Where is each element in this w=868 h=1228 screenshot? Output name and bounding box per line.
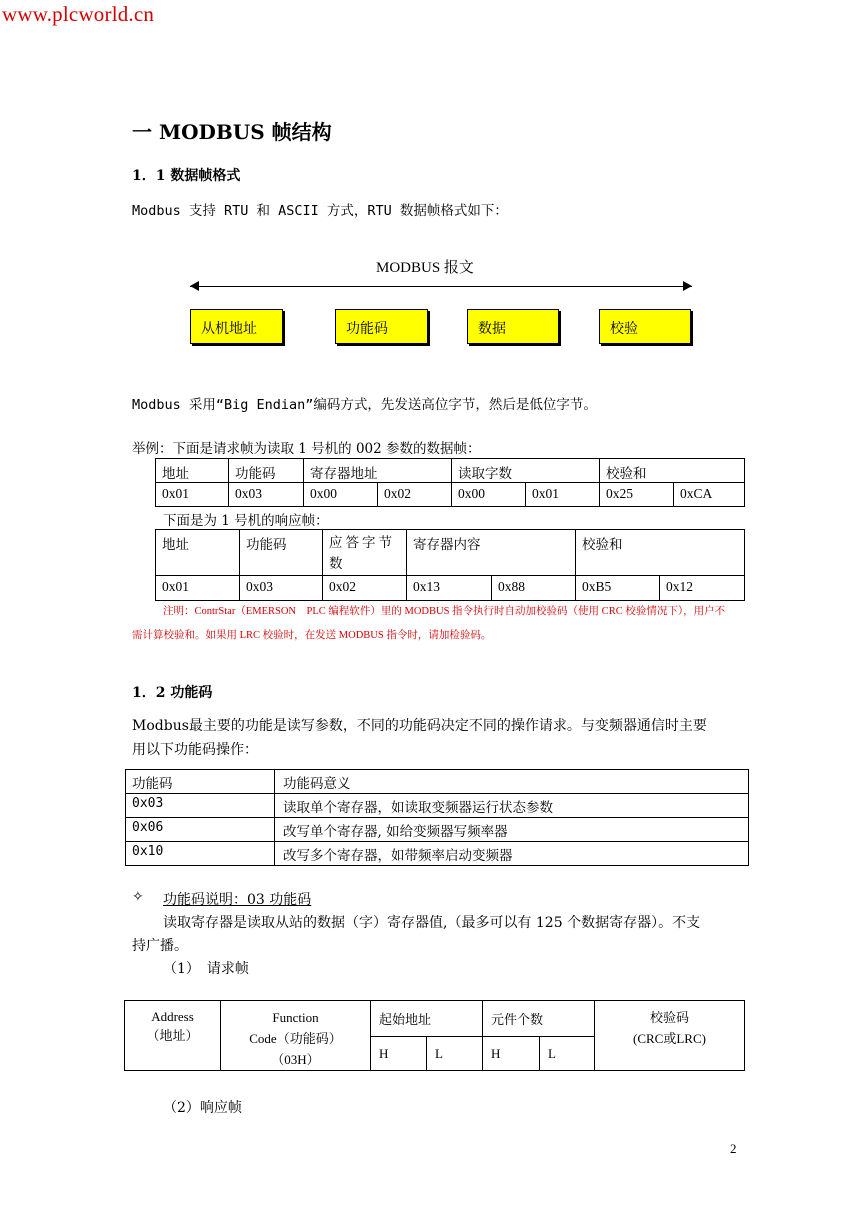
table-header-cell: 校验和 (576, 530, 745, 576)
table-header-cell: 功能码 (229, 459, 304, 483)
frame-box-function-code: 功能码 (335, 309, 428, 344)
frame-box-checksum: 校验 (599, 309, 691, 344)
arrow-right-icon (683, 281, 692, 291)
table-header-cell: 寄存器内容 (407, 530, 576, 576)
checksum-cell (595, 1001, 745, 1071)
frame-box-data: 数据 (467, 309, 559, 344)
function-en: Function (272, 1010, 319, 1025)
table-header-cell: 应答字节数 (323, 530, 407, 576)
function-03-title: 功能码说明：03 功能码 (163, 892, 312, 908)
function-intro-line-2: 用以下功能码操作： (132, 742, 258, 758)
address-cn: （地址） (146, 1028, 199, 1043)
table-cell: 0x02 (378, 483, 452, 507)
note-line-1: 注明：ContrStar（EMERSON PLC 编程软件）里的 MODBUS 指令执行时自动加校验码（使用 CRC 校验情况下），用户不 (163, 606, 726, 617)
watermark: www.plcworld.cn (2, 2, 155, 26)
function-intro-line-1: Modbus最主要的功能是读写参数，不同的功能码决定不同的操作请求。与变频器通信时主要 (132, 718, 707, 734)
section-heading: 一 MODBUS 帧结构 (132, 120, 332, 144)
table-row (126, 794, 749, 818)
arrow-left-icon (190, 281, 199, 291)
rtu-intro: Modbus 支持 RTU 和 ASCII 方式，RTU 数据帧格式如下： (132, 203, 508, 219)
table-cell: 0x88 (492, 576, 576, 601)
table-cell: 改写多个寄存器，如带频率启动变频器 (275, 842, 749, 866)
request-frame-table (155, 458, 745, 507)
function-code-table (125, 769, 749, 866)
table-header-cell: 校验和 (600, 459, 745, 483)
function-code-value: （03H） (271, 1052, 320, 1067)
table-cell: 0x01 (156, 483, 229, 507)
address-cell (125, 1001, 221, 1071)
endian-paragraph: Modbus 采用“Big Endian”编码方式，先发送高位字节，然后是低位字节。 (132, 397, 597, 413)
table-cell: 0x03 (126, 794, 275, 818)
table-cell: 0x25 (600, 483, 674, 507)
response-intro: 下面是为 1 号机的响应帧： (163, 513, 329, 529)
table-cell: 0x03 (240, 576, 323, 601)
example-intro: 举例：下面是请求帧为读取 1 号机的 002 参数的数据帧： (132, 441, 481, 457)
table-row (126, 842, 749, 866)
page-number: 2 (730, 1141, 737, 1156)
table-cell: 0xCA (674, 483, 745, 507)
table-cell: 0x00 (452, 483, 526, 507)
frame-box-slave-address: 从机地址 (190, 309, 283, 344)
table-cell: 0x13 (407, 576, 492, 601)
subsection-heading-1-1: 1．1 数据帧格式 (132, 168, 241, 184)
note-line-2: 需计算校验和。如果用 LRC 校验时，在发送 MODBUS 指令时，请加检验码。 (132, 630, 492, 641)
element-count-cell: 元件个数 (483, 1001, 595, 1037)
table-row (156, 483, 745, 507)
response-frame-table (155, 529, 745, 601)
table-header-cell: 地址 (156, 459, 229, 483)
table-cell: 0x01 (526, 483, 600, 507)
start-address-high: H (371, 1037, 427, 1071)
table-row (156, 576, 745, 601)
function-cn: Code（功能码） (249, 1031, 342, 1046)
request-frame-structure-table (124, 1000, 745, 1071)
table-header-cell: 功能码意义 (275, 770, 749, 794)
subsection-heading-1-2: 1．2 功能码 (132, 685, 213, 701)
function-code-cell (221, 1001, 371, 1071)
table-cell: 0x12 (660, 576, 745, 601)
table-header-cell: 功能码 (240, 530, 323, 576)
table-row (156, 530, 745, 576)
request-frame-item: （1） 请求帧 (163, 961, 249, 977)
table-header-cell: 寄存器地址 (304, 459, 452, 483)
table-row (126, 770, 749, 794)
checksum-cn: 校验码 (649, 1010, 689, 1025)
table-cell: 0xB5 (576, 576, 660, 601)
diamond-bullet-icon: ✧ (132, 889, 144, 905)
start-address-low: L (427, 1037, 483, 1071)
count-low: L (540, 1037, 595, 1071)
table-cell: 0x10 (126, 842, 275, 866)
count-high: H (483, 1037, 540, 1071)
frame-arrow-line (190, 286, 692, 287)
table-cell: 改写单个寄存器, 如给变频器写频率器 (275, 818, 749, 842)
checksum-en: (CRC或LRC) (633, 1031, 706, 1046)
table-cell: 0x02 (323, 576, 407, 601)
table-cell: 0x01 (156, 576, 240, 601)
table-cell: 0x03 (229, 483, 304, 507)
table-header-cell: 地址 (156, 530, 240, 576)
address-en: Address (151, 1009, 194, 1024)
table-cell: 0x00 (304, 483, 378, 507)
table-header-cell: 功能码 (126, 770, 275, 794)
table-row (156, 459, 745, 483)
start-address-cell: 起始地址 (371, 1001, 483, 1037)
table-row (125, 1001, 745, 1037)
table-header-cell: 读取字数 (452, 459, 600, 483)
table-cell: 读取单个寄存器，如读取变频器运行状态参数 (275, 794, 749, 818)
frame-diagram-label: MODBUS 报文 (376, 260, 474, 276)
table-cell: 0x06 (126, 818, 275, 842)
function-03-desc-line-1: 读取寄存器是读取从站的数据（字）寄存器值,（最多可以有 125 个数据寄存器）。不支 (163, 915, 701, 931)
table-row (126, 818, 749, 842)
function-03-desc-line-2: 持广播。 (132, 938, 188, 954)
response-frame-item: （2）响应帧 (163, 1100, 242, 1116)
